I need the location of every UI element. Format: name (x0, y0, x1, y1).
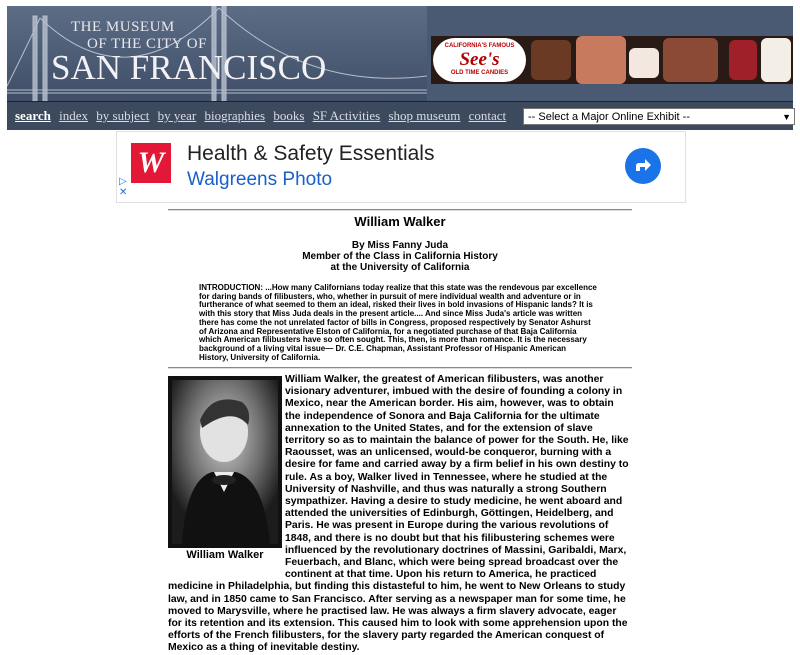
dropdown-arrow-icon: ▼ (782, 112, 791, 122)
byline-university: at the University of California (330, 262, 470, 273)
logo-main (51, 48, 326, 88)
nav-biographies[interactable]: biographies (204, 108, 266, 123)
nav-by-subject[interactable]: by subject (96, 108, 150, 123)
ad-go-arrow-icon[interactable] (625, 148, 661, 184)
byline-class: Member of the Class in California History (302, 251, 498, 262)
nav-shop-museum[interactable]: shop museum (388, 108, 461, 123)
article-title: William Walker (354, 214, 446, 229)
logo-line1: THE MUSEUM (71, 19, 175, 35)
article-byline (168, 240, 632, 273)
chocolate-image (663, 38, 718, 82)
walgreens-logo-letter: W (137, 146, 165, 179)
logo-line2: OF THE CITY OF (87, 36, 207, 52)
site-header (7, 6, 793, 101)
nav-books[interactable]: books (273, 108, 305, 123)
sees-tagline-top: CALIFORNIA'S FAMOUS (444, 43, 515, 49)
walgreens-logo (131, 143, 171, 183)
sees-brand: See's (459, 49, 500, 70)
ad-headline[interactable]: Health & Safety Essentials (187, 142, 435, 165)
gift-box-image (729, 40, 757, 80)
sees-logo (433, 38, 526, 82)
nav-by-year[interactable]: by year (157, 108, 197, 123)
chocolate-image (576, 36, 626, 84)
gift-box-image (761, 38, 791, 82)
ad-choices-icon[interactable]: ▷ ✕ (119, 176, 128, 198)
portrait-caption: William Walker (186, 549, 264, 561)
exhibit-select-value: -- Select a Major Online Exhibit -- (528, 111, 690, 123)
ad-subline[interactable]: Walgreens Photo (187, 169, 333, 190)
nav-sf-activities[interactable]: SF Activities (312, 108, 381, 123)
byline-author: By Miss Fanny Juda (351, 240, 449, 251)
walgreens-ad[interactable] (116, 131, 686, 203)
main-nav (7, 101, 793, 130)
chocolate-image (531, 40, 571, 80)
sees-candies-banner-ad[interactable] (431, 36, 793, 84)
article-body-text: William Walker, the greatest of American filibusters, was another visionary adventurer, imbued with the desire of founding a colony in Mexico, near the American border. His aim, however, was to obtain the independence of Sonora and Baja California for the ultimate annexation to the United States, and for the extension of slave territory so as to maintain the balance of power for the South. He, like Raousset, was an unlicensed, would-be conqueror, burning with a desire for fame and carried away by a firm belief in his own destiny to rule. As a boy, Walker lived in Tennessee, where he studied at the University of Nashville, and thus was naturally a strong Southern sympathizer. Having a desire to study medicine, he went aboard and attended the universities of Edinburgh, Göttingen, Heidelberg, and Paris. He was present in Europe during the various revolutions of 1848, and there is no doubt but that his filibustering schemes were influenced by the revolutionary doctrines of Massini, Garibaldi, Marx, Feuerbach, and Blanc, which were being spread broadcast over the continent at that time. Upon his return to America, he practiced medicine in Philadelphia, but finding this distasteful to him, he went to New Orleans to study law, and in 1850 came to San Francisco. After serving as a newspaper man for some time, he moved to Marysville, where he practised law. He was always a firm slavery advocate, eager for its retention and its extension. This caused him to look with some apprehension upon the efforts of the French filibusters, for the slavery party regarded the American conquest of Mexico as a thing of inevitable destiny. (168, 374, 629, 654)
divider (168, 209, 632, 211)
exhibit-select[interactable] (523, 108, 795, 125)
sees-tagline-bottom: OLD TIME CANDIES (450, 70, 509, 76)
article-introduction: INTRODUCTION: ...How many Californians today realize that this state was the rendevous par excellence for daring bands of filibusters, who, whether in pursuit of mere individual wealth and adventure or in furtherance of what seemed to them an ideal, risked their lives in bold invasions of Hispanic lands? It is with this story that Miss Juda deals in the present article.... And since Miss Juda's article was written there has come the not unrelated factor of bills in Congress, proposed respectively by Senator Ashurst of Arizona and Representative Elston of California, for a negotiated purchase of that Baja California which American filibusters have so often sought. This, then, is more than romance. It is the necessary background of a living vital issue— Dr. C.E. Chapman, Assistant Professor of Hispanic American History, University of California. (199, 283, 597, 362)
logo-main-text: SAN FRANCISCO (51, 48, 327, 87)
chocolate-image (629, 48, 659, 78)
nav-index[interactable]: index (59, 108, 89, 123)
nav-search[interactable]: search (15, 108, 51, 123)
nav-links (15, 108, 511, 124)
divider (168, 367, 632, 369)
nav-contact[interactable]: contact (468, 108, 507, 123)
portrait-spacer (168, 374, 285, 570)
article-body (168, 374, 632, 655)
